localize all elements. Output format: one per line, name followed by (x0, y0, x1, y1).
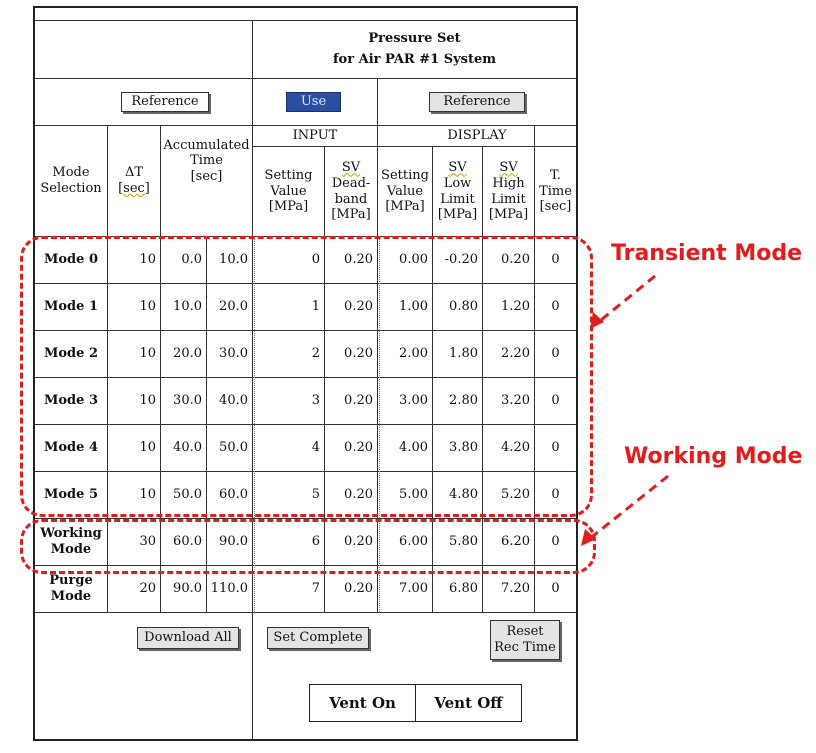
delta-t-cell[interactable]: 30 (139, 534, 156, 550)
acc-end-cell: 50.0 (219, 440, 248, 456)
low-limit-cell: 6.80 (449, 581, 478, 597)
grid-line (35, 78, 576, 79)
deadband-input-cell[interactable]: 0.20 (344, 346, 373, 362)
acc-end-cell: 40.0 (219, 393, 248, 409)
t-time-cell: 0 (551, 393, 560, 409)
working-mode-highlight (20, 519, 596, 574)
acc-start-cell: 90.0 (173, 581, 202, 597)
acc-start-cell: 60.0 (173, 534, 202, 550)
mode-label: Mode 3 (44, 393, 98, 409)
setting-value-display-cell: 3.00 (399, 393, 428, 409)
transient-mode-label: Transient Mode (611, 241, 803, 266)
t-time-cell: 0 (551, 581, 560, 597)
low-limit-cell: 2.80 (449, 393, 478, 409)
sv-low-limit-header: SV Low Limit [MPa] (437, 160, 478, 223)
delta-t-cell[interactable]: 10 (139, 252, 156, 268)
acc-end-cell: 60.0 (219, 487, 248, 503)
download-all-button[interactable]: Download All (137, 627, 239, 649)
transient-arrow-line (596, 276, 655, 324)
high-limit-cell: 3.20 (501, 393, 530, 409)
grid-line (35, 20, 576, 21)
low-limit-cell: 4.80 (449, 487, 478, 503)
deadband-input-cell[interactable]: 0.20 (344, 534, 373, 550)
reference-right-button[interactable]: Reference (429, 92, 525, 112)
mode-label: Mode 5 (44, 487, 98, 503)
t-time-cell: 0 (551, 534, 560, 550)
high-limit-cell: 0.20 (501, 252, 530, 268)
reference-left-button[interactable]: Reference (121, 92, 209, 112)
input-group-header: INPUT (292, 128, 338, 144)
setting-value-input-cell[interactable]: 7 (311, 581, 320, 597)
accumulated-time-header: Accumulated Time [sec] (163, 137, 250, 184)
deadband-input-cell[interactable]: 0.20 (344, 393, 373, 409)
acc-end-cell: 110.0 (210, 581, 248, 597)
setting-value-input-cell[interactable]: 6 (311, 534, 320, 550)
high-limit-cell: 7.20 (501, 581, 530, 597)
acc-end-cell: 30.0 (219, 346, 248, 362)
delta-t-cell[interactable]: 10 (139, 440, 156, 456)
high-limit-cell: 5.20 (501, 487, 530, 503)
setting-value-input-cell[interactable]: 3 (311, 393, 320, 409)
vent-on-button[interactable]: Vent On (309, 684, 416, 722)
setting-value-input-cell[interactable]: 2 (311, 346, 320, 362)
acc-start-cell: 0.0 (181, 252, 202, 268)
transient-mode-highlight (20, 236, 593, 517)
use-button[interactable]: Use (286, 92, 341, 112)
t-time-cell: 0 (551, 252, 560, 268)
sv-deadband-header: SV Dead- band [MPa] (331, 160, 371, 223)
acc-end-cell: 20.0 (219, 299, 248, 315)
acc-start-cell: 30.0 (173, 393, 202, 409)
high-limit-cell: 1.20 (501, 299, 530, 315)
mode-label: Mode 1 (44, 299, 98, 315)
low-limit-cell: 5.80 (449, 534, 478, 550)
setting-value-display-header: Setting Value [MPa] (381, 168, 429, 215)
setting-value-display-cell: 5.00 (399, 487, 428, 503)
acc-start-cell: 50.0 (173, 487, 202, 503)
t-time-cell: 0 (551, 487, 560, 503)
delta-t-cell[interactable]: 10 (139, 299, 156, 315)
high-limit-cell: 2.20 (501, 346, 530, 362)
delta-t-cell[interactable]: 10 (139, 393, 156, 409)
mode-selection-header: Mode Selection (40, 165, 102, 196)
mode-label: Working Mode (40, 526, 102, 557)
deadband-input-cell[interactable]: 0.20 (344, 299, 373, 315)
acc-start-cell: 20.0 (173, 346, 202, 362)
acc-start-cell: 40.0 (173, 440, 202, 456)
delta-t-cell[interactable]: 10 (139, 487, 156, 503)
sv-high-limit-header: SV High Limit [MPa] (488, 160, 529, 223)
setting-value-display-cell: 2.00 (399, 346, 428, 362)
deadband-input-cell[interactable]: 0.20 (344, 440, 373, 456)
setting-value-input-cell[interactable]: 1 (311, 299, 320, 315)
delta-t-header: ΔT [sec] (118, 165, 150, 196)
display-group-header: DISPLAY (447, 128, 507, 144)
set-complete-button[interactable]: Set Complete (267, 627, 369, 649)
low-limit-cell: 0.80 (449, 299, 478, 315)
delta-t-cell[interactable]: 20 (139, 581, 156, 597)
setting-value-input-header: Setting Value [MPa] (264, 168, 313, 215)
setting-value-input-cell[interactable]: 0 (311, 252, 320, 268)
mode-label: Mode 0 (44, 252, 98, 268)
mode-label: Mode 4 (44, 440, 98, 456)
deadband-input-cell[interactable]: 0.20 (344, 252, 373, 268)
vent-off-button[interactable]: Vent Off (415, 684, 522, 722)
setting-value-display-cell: 0.00 (399, 252, 428, 268)
setting-value-display-cell: 7.00 (399, 581, 428, 597)
page-title: Pressure Set for Air PAR #1 System (332, 31, 497, 67)
acc-end-cell: 10.0 (219, 252, 248, 268)
low-limit-cell: -0.20 (444, 252, 478, 268)
high-limit-cell: 4.20 (501, 440, 530, 456)
setting-value-display-cell: 4.00 (399, 440, 428, 456)
t-time-cell: 0 (551, 440, 560, 456)
mode-label: Purge Mode (49, 573, 93, 604)
low-limit-cell: 1.80 (449, 346, 478, 362)
acc-end-cell: 90.0 (219, 534, 248, 550)
t-time-header: T. Time [sec] (539, 168, 572, 215)
vent-control (309, 684, 522, 722)
setting-value-display-cell: 1.00 (399, 299, 428, 315)
setting-value-input-cell[interactable]: 4 (311, 440, 320, 456)
low-limit-cell: 3.80 (449, 440, 478, 456)
high-limit-cell: 6.20 (501, 534, 530, 550)
t-time-cell: 0 (551, 346, 560, 362)
reset-rec-time-button[interactable]: Reset Rec Time (490, 620, 560, 660)
deadband-input-cell[interactable]: 0.20 (344, 581, 373, 597)
grid-line (35, 612, 576, 613)
acc-start-cell: 10.0 (173, 299, 202, 315)
setting-value-display-cell: 6.00 (399, 534, 428, 550)
t-time-cell: 0 (551, 299, 560, 315)
setting-value-input-cell[interactable]: 5 (311, 487, 320, 503)
delta-t-cell[interactable]: 10 (139, 346, 156, 362)
mode-label: Mode 2 (44, 346, 98, 362)
working-arrow-line (588, 476, 668, 540)
working-mode-label: Working Mode (624, 444, 803, 469)
deadband-input-cell[interactable]: 0.20 (344, 487, 373, 503)
